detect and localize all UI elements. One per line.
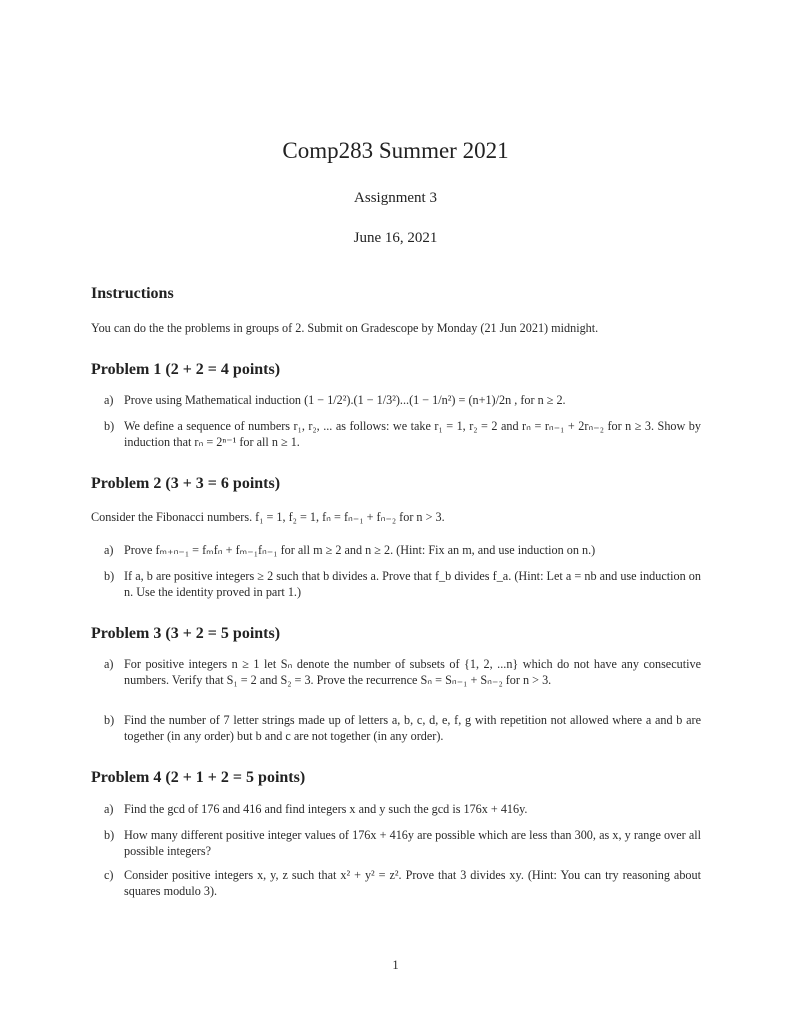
problem-4-part-b (104, 827, 701, 859)
problem-4-heading: Problem 4 (2 + 1 + 2 = 5 points) (91, 769, 306, 786)
part-text: Consider positive integers x, y, z such that x² + y² = z². Prove that 3 divides xy. (Hint: You can try reasoning about squares modulo 3). (124, 868, 701, 898)
instructions-heading: Instructions (91, 285, 174, 302)
problem-2-intro: Consider the Fibonacci numbers. f₁ = 1, f₂ = 1, fₙ = fₙ₋₁ + fₙ₋₂ for n > 3. (91, 510, 445, 524)
part-label: b) (104, 569, 115, 583)
document-title: Comp283 Summer 2021 (282, 138, 509, 163)
document-subtitle: Assignment 3 (354, 190, 437, 206)
part-text: Find the number of 7 letter strings made up of letters a, b, c, d, e, f, g with repetition not allowed where a and b are together (in any order) but b and c are not together (in any order). (124, 713, 701, 743)
problem-4-part-a (104, 801, 701, 817)
problem-3-part-a (104, 656, 701, 688)
part-label: a) (104, 543, 114, 557)
page-number: 1 (392, 958, 399, 972)
part-text: If a, b are positive integers ≥ 2 such that b divides a. Prove that f_b divides f_a. (Hint: Let a = nb and use induction on n. Use the identity proved in part 1.) (124, 569, 701, 599)
document-date: June 16, 2021 (353, 230, 438, 246)
problem-1-heading: Problem 1 (2 + 2 = 4 points) (91, 361, 281, 378)
part-text: Prove using Mathematical induction (1 − 1/2²).(1 − 1/3²)...(1 − 1/n²) = (n+1)/2n , for n ≥ 2. (124, 393, 566, 407)
problem-2-heading: Problem 2 (3 + 3 = 6 points) (91, 475, 281, 492)
part-text: We define a sequence of numbers r₁, r₂, ... as follows: we take r₁ = 1, r₂ = 2 and rₙ = rₙ₋₁ + 2rₙ₋₂ for n ≥ 3. Show by induction that rₙ = 2ⁿ⁻¹ for all n ≥ 1. (124, 419, 701, 449)
part-label: c) (104, 868, 114, 882)
part-text: Prove fₘ₊ₙ₋₁ = fₘfₙ + fₘ₋₁fₙ₋₁ for all m ≥ 2 and n ≥ 2. (Hint: Fix an m, and use induction on n.) (124, 543, 596, 557)
part-label: a) (104, 802, 114, 816)
problem-1-part-a (104, 392, 701, 408)
problem-3-heading: Problem 3 (3 + 2 = 5 points) (91, 625, 281, 642)
part-label: b) (104, 419, 115, 433)
problem-2-part-b (104, 568, 701, 600)
part-label: a) (104, 657, 114, 671)
problem-4-part-c (104, 867, 701, 899)
instructions-text: You can do the the problems in groups of 2. Submit on Gradescope by Monday (21 Jun 2021) midnight. (91, 321, 599, 335)
problem-3-part-b (104, 712, 701, 744)
part-label: a) (104, 393, 114, 407)
part-label: b) (104, 828, 115, 842)
problem-1-part-b (104, 418, 701, 450)
part-text: Find the gcd of 176 and 416 and find integers x and y such the gcd is 176x + 416y. (124, 802, 528, 816)
part-text: For positive integers n ≥ 1 let Sₙ denote the number of subsets of {1, 2, ...n} which do not have any consecutive numbers. Verify that S₁ = 2 and S₂ = 3. Prove the recurrence Sₙ = Sₙ₋₁ + Sₙ₋₂ for n > 3. (124, 657, 701, 687)
part-text: How many different positive integer values of 176x + 416y are possible which are less than 300, as x, y range over all possible integers? (124, 828, 701, 858)
part-label: b) (104, 713, 115, 727)
problem-2-part-a (104, 542, 701, 558)
